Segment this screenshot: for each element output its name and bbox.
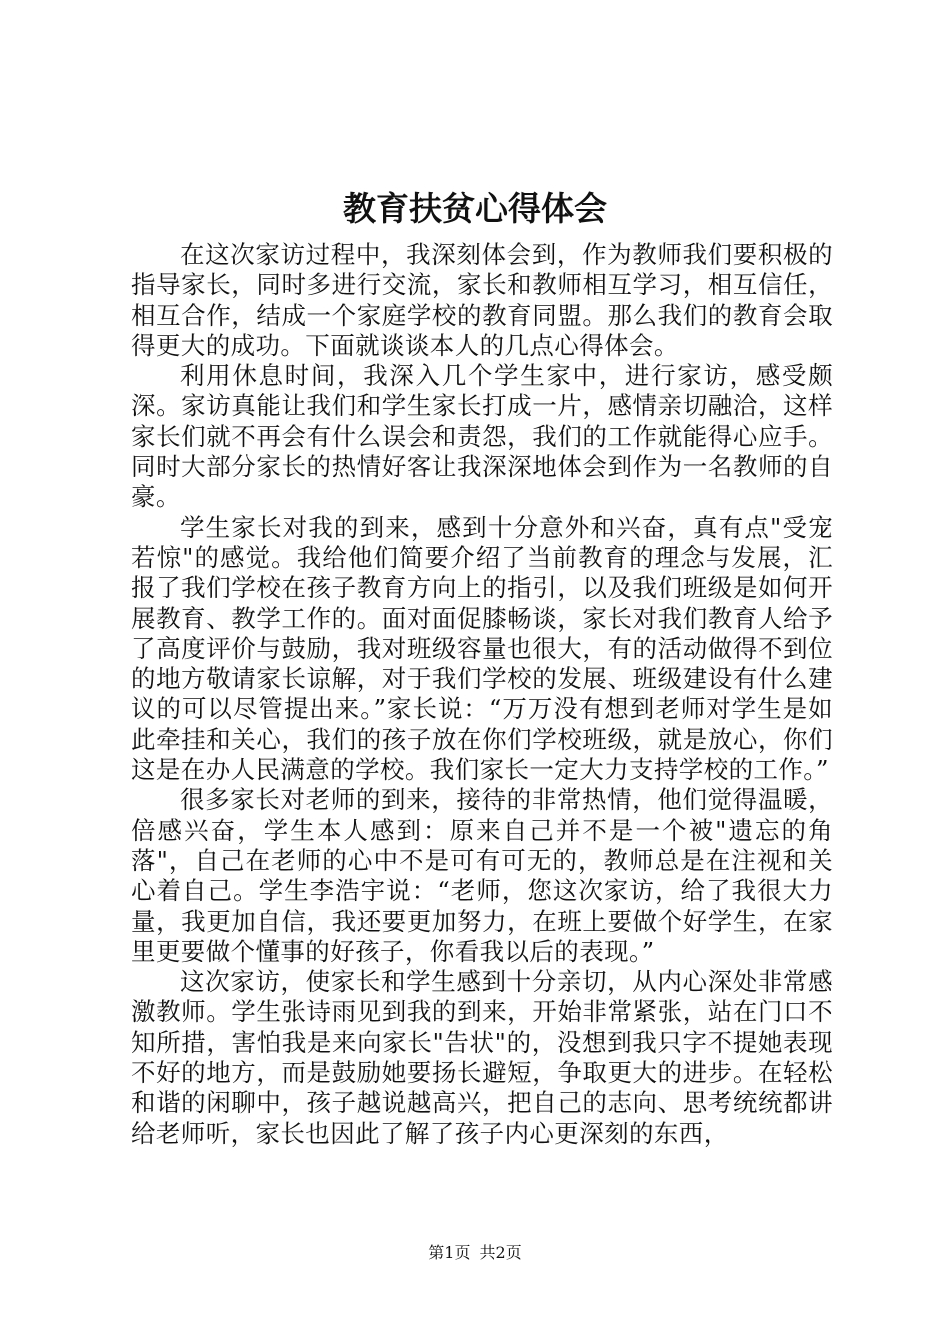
document-title: 教育扶贫心得体会: [343, 189, 607, 228]
page-number-total: 共2页: [479, 1243, 522, 1262]
document-body: [131, 240, 833, 1149]
paragraph: 这次家访，使家长和学生感到十分亲切，从内心深处非常感激教师。学生张诗雨见到我的到来，开始非常紧张，站在门口不知所措，害怕我是来向家长"告状"的，没想到我只字不提她表现不好的地方，而是鼓励她要扬长避短，争取更大的进步。在轻松和谐的闲聊中，孩子越说越高兴，把自己的志向、思考统统都讲给老师听，家长也因此了解了孩子内心更深刻的东西，: [131, 967, 833, 1148]
paragraph: 在这次家访过程中，我深刻体会到，作为教师我们要积极的指导家长，同时多进行交流，家长和教师相互学习，相互信任，相互合作，结成一个家庭学校的教育同盟。那么我们的教育会取得更大的成功。下面就谈谈本人的几点心得体会。: [131, 240, 833, 360]
page-number-current: 第1页: [428, 1243, 471, 1262]
paragraph: 学生家长对我的到来，感到十分意外和兴奋，真有点"受宠若惊"的感觉。我给他们简要介绍了当前教育的理念与发展，汇报了我们学校在孩子教育方向上的指引，以及我们班级是如何开展教育、教学工作的。面对面促膝畅谈，家长对我们教育人给予了高度评价与鼓励，我对班级容量也很大，有的活动做得不到位的地方敬请家长谅解，对于我们学校的发展、班级建设有什么建议的可以尽管提出来。”家长说：“万万没有想到老师对学生是如此牵挂和关心，我们的孩子放在你们学校班级，就是放心，你们这是在办人民满意的学校。我们家长一定大力支持学校的工作。”: [131, 512, 833, 785]
paragraph: 很多家长对老师的到来，接待的非常热情，他们觉得温暖，倍感兴奋，学生本人感到：原来自己并不是一个被"遗忘的角落"，自己在老师的心中不是可有可无的，教师总是在注视和关心着自己。学生李浩宇说：“老师，您这次家访，给了我很大力量，我更加自信，我还要更加努力，在班上要做个好学生，在家里更要做个懂事的好孩子，你看我以后的表现。”: [131, 785, 833, 966]
paragraph: 利用休息时间，我深入几个学生家中，进行家访，感受颇深。家访真能让我们和学生家长打成一片，感情亲切融洽，这样家长们就不再会有什么误会和责怨，我们的工作就能得心应手。同时大部分家长的热情好客让我深深地体会到作为一名教师的自豪。: [131, 361, 833, 512]
page-footer: [0, 1241, 950, 1265]
